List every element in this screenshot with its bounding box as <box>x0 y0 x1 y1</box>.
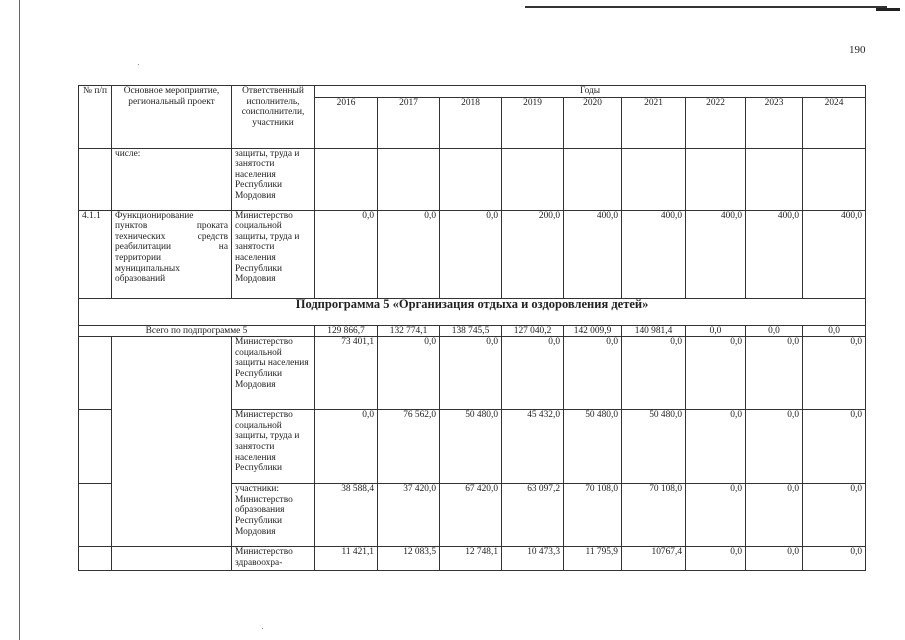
scan-speck <box>138 64 139 65</box>
year-header: 2017 <box>378 97 440 148</box>
value-cell: 400,0 <box>622 210 686 298</box>
value-cell: 0,0 <box>686 547 746 571</box>
year-header: 2021 <box>622 97 686 148</box>
value-cell: 0,0 <box>803 547 866 571</box>
year-header: 2024 <box>803 97 866 148</box>
responsible-cell: участники: Министерство образования Республики Мордовия <box>232 484 315 547</box>
year-header: 2020 <box>564 97 622 148</box>
value-cell: 400,0 <box>746 210 803 298</box>
responsible-cell: Министерство здравоохра- <box>232 547 315 571</box>
value-cell: 0,0 <box>803 410 866 484</box>
value-cell: 400,0 <box>686 210 746 298</box>
value-cell: 12 748,1 <box>440 547 502 571</box>
value-cell: 0,0 <box>440 210 502 298</box>
value-cell: 10 473,3 <box>502 547 564 571</box>
value-cell: 70 108,0 <box>622 484 686 547</box>
value-cell: 37 420,0 <box>378 484 440 547</box>
subprogram-title: Подпрограмма 5 «Организация отдыха и оздоровления детей» <box>79 298 866 325</box>
value-cell: 50 480,0 <box>622 410 686 484</box>
value-cell: 11 421,1 <box>315 547 378 571</box>
header-years: Годы <box>315 86 866 98</box>
total-row <box>79 325 866 337</box>
value-cell: 0,0 <box>803 325 866 337</box>
value-cell: 0,0 <box>803 484 866 547</box>
value-cell: 73 401,1 <box>315 337 378 410</box>
value-cell: 0,0 <box>746 410 803 484</box>
value-cell: 140 981,4 <box>622 325 686 337</box>
year-header: 2018 <box>440 97 502 148</box>
value-cell: 132 774,1 <box>378 325 440 337</box>
table-row <box>79 210 866 298</box>
value-cell: 0,0 <box>564 337 622 410</box>
header-measure: Основное мероприятие, региональный проект <box>112 86 232 149</box>
table-row <box>79 337 866 410</box>
value-cell: 0,0 <box>686 484 746 547</box>
value-cell: 127 040,2 <box>502 325 564 337</box>
top-border-line <box>525 6 887 8</box>
value-cell: 10767,4 <box>622 547 686 571</box>
value-cell: 0,0 <box>378 210 440 298</box>
value-cell: 0,0 <box>378 337 440 410</box>
value-cell: 38 588,4 <box>315 484 378 547</box>
value-cell: 50 480,0 <box>440 410 502 484</box>
value-cell: 200,0 <box>502 210 564 298</box>
measure-cell: Функционирование пунктов проката технических средств реабилитации на территории муниципальных образований <box>112 210 232 298</box>
value-cell: 0,0 <box>746 484 803 547</box>
value-cell: 11 795,9 <box>564 547 622 571</box>
header-responsible: Ответственный исполнитель, соисполнители, участники <box>232 86 315 149</box>
value-cell: 0,0 <box>746 547 803 571</box>
table-row <box>79 547 866 571</box>
measure-cell: числе: <box>112 148 232 210</box>
value-cell: 12 083,5 <box>378 547 440 571</box>
responsible-cell: Министерство социальной защиты населения Республики Мордовия <box>232 337 315 410</box>
responsible-cell: Министерство социальной защиты, труда и занятости населения Республики <box>232 410 315 484</box>
top-border-mark <box>876 8 900 11</box>
value-cell: 70 108,0 <box>564 484 622 547</box>
value-cell: 0,0 <box>746 325 803 337</box>
header-num: № п/п <box>79 86 112 149</box>
value-cell: 67 420,0 <box>440 484 502 547</box>
scan-left-edge <box>19 0 20 640</box>
value-cell: 400,0 <box>803 210 866 298</box>
year-header: 2022 <box>686 97 746 148</box>
value-cell: 0,0 <box>686 337 746 410</box>
scan-speck <box>262 628 263 629</box>
value-cell: 0,0 <box>622 337 686 410</box>
budget-table <box>78 85 866 571</box>
value-cell: 50 480,0 <box>564 410 622 484</box>
subprogram-row <box>79 298 866 325</box>
table-row <box>79 148 866 210</box>
value-cell: 142 009,9 <box>564 325 622 337</box>
value-cell: 129 866,7 <box>315 325 378 337</box>
total-label: Всего по подпрограмме 5 <box>79 325 315 337</box>
value-cell: 0,0 <box>803 337 866 410</box>
value-cell: 63 097,2 <box>502 484 564 547</box>
value-cell: 0,0 <box>315 210 378 298</box>
value-cell: 0,0 <box>686 410 746 484</box>
row-number: 4.1.1 <box>79 210 112 298</box>
responsible-cell: защиты, труда и занятости населения Республики Мордовия <box>232 148 315 210</box>
value-cell: 0,0 <box>315 410 378 484</box>
header-row <box>79 86 866 98</box>
value-cell: 138 745,5 <box>440 325 502 337</box>
value-cell: 0,0 <box>746 337 803 410</box>
year-header: 2023 <box>746 97 803 148</box>
year-header: 2016 <box>315 97 378 148</box>
value-cell: 0,0 <box>440 337 502 410</box>
value-cell: 0,0 <box>502 337 564 410</box>
year-header: 2019 <box>502 97 564 148</box>
value-cell: 0,0 <box>686 325 746 337</box>
page-number: 190 <box>849 44 866 56</box>
responsible-cell: Министерство социальной защиты, труда и занятости населения Республики Мордовия <box>232 210 315 298</box>
value-cell: 400,0 <box>564 210 622 298</box>
value-cell: 45 432,0 <box>502 410 564 484</box>
value-cell: 76 562,0 <box>378 410 440 484</box>
